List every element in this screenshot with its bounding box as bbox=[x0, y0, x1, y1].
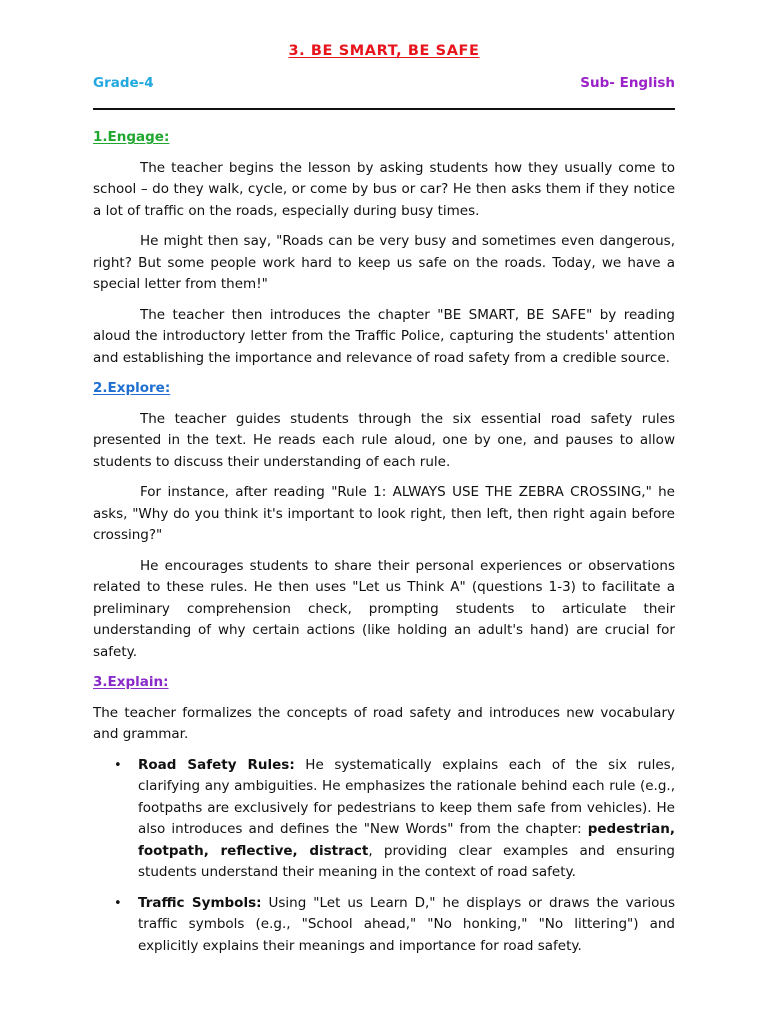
bullet-icon: • bbox=[114, 895, 122, 911]
page-title bbox=[0, 43, 768, 59]
bullet-label: Road Safety Rules: bbox=[138, 756, 295, 773]
bullet-icon: • bbox=[114, 757, 122, 773]
bullet-text-continued: , providing clear examples and ensuring students understand their meaning in the context of road safety. bbox=[138, 842, 676, 880]
new-words: pedestrian, footpath, reflective, distract bbox=[138, 821, 675, 859]
explore-paragraph-3: He encourages students to share their personal experiences or observations related to these rules. He then uses "Let us Think A" (questions 1-3) to facilitate a preliminary comprehension check, prompting students to articulate their understanding of why certain actions (like holding an adult's hand) are crucial for safety. bbox=[93, 557, 675, 660]
lesson-content bbox=[93, 127, 675, 966]
engage-heading: 1.Engage: bbox=[93, 129, 170, 145]
explore-paragraph-2: For instance, after reading "Rule 1: ALWAYS USE THE ZEBRA CROSSING," he asks, "Why do you think it's important to look right, then left, then right again before crossing?" bbox=[93, 484, 675, 543]
engage-paragraph-1: The teacher begins the lesson by asking students how they usually come to school – do they walk, cycle, or come by bus or car? He then asks them if they notice a lot of traffic on the roads, especially during busy times. bbox=[93, 159, 675, 219]
list-item bbox=[93, 893, 675, 958]
grade-label: Grade-4 bbox=[93, 75, 154, 91]
subject-label: Sub- English bbox=[580, 75, 675, 91]
explain-heading: 3.Explain: bbox=[93, 674, 169, 690]
list-item bbox=[93, 755, 675, 884]
explain-bullet-list bbox=[93, 755, 675, 958]
explain-intro: The teacher formalizes the concepts of road safety and introduces new vocabulary and grammar. bbox=[93, 704, 675, 742]
explore-paragraph-1: The teacher guides students through the six essential road safety rules presented in the text. He reads each rule aloud, one by one, and pauses to allow students to discuss their understanding of each rule. bbox=[93, 410, 675, 470]
title-text: 3. BE SMART, BE SAFE bbox=[288, 43, 480, 59]
bullet-text: Using "Let us Learn D," he displays or draws the various traffic symbols (e.g., "School ahead," "No honking," "No littering") and explicitly explains their meanings and importance for road safety. bbox=[138, 894, 676, 954]
bullet-text: He systematically explains each of the six rules, clarifying any ambiguities. He emphasizes the rationale behind each rule (e.g., footpaths are exclusively for pedestrians to keep them safe from vehicles). He also introduces and defines the "New Words" from the chapter: bbox=[138, 756, 675, 837]
engage-paragraph-3: The teacher then introduces the chapter "BE SMART, BE SAFE" by reading aloud the introductory letter from the Traffic Police, capturing the students' attention and establishing the importance and relevance of road safety from a credible source. bbox=[93, 306, 675, 366]
bullet-label: Traffic Symbols: bbox=[138, 894, 262, 911]
header-divider bbox=[93, 108, 675, 110]
engage-paragraph-2: He might then say, "Roads can be very busy and sometimes even dangerous, right? But some people work hard to keep us safe on the roads. Today, we have a special letter from them!" bbox=[93, 233, 675, 292]
explore-heading: 2.Explore: bbox=[93, 380, 171, 396]
